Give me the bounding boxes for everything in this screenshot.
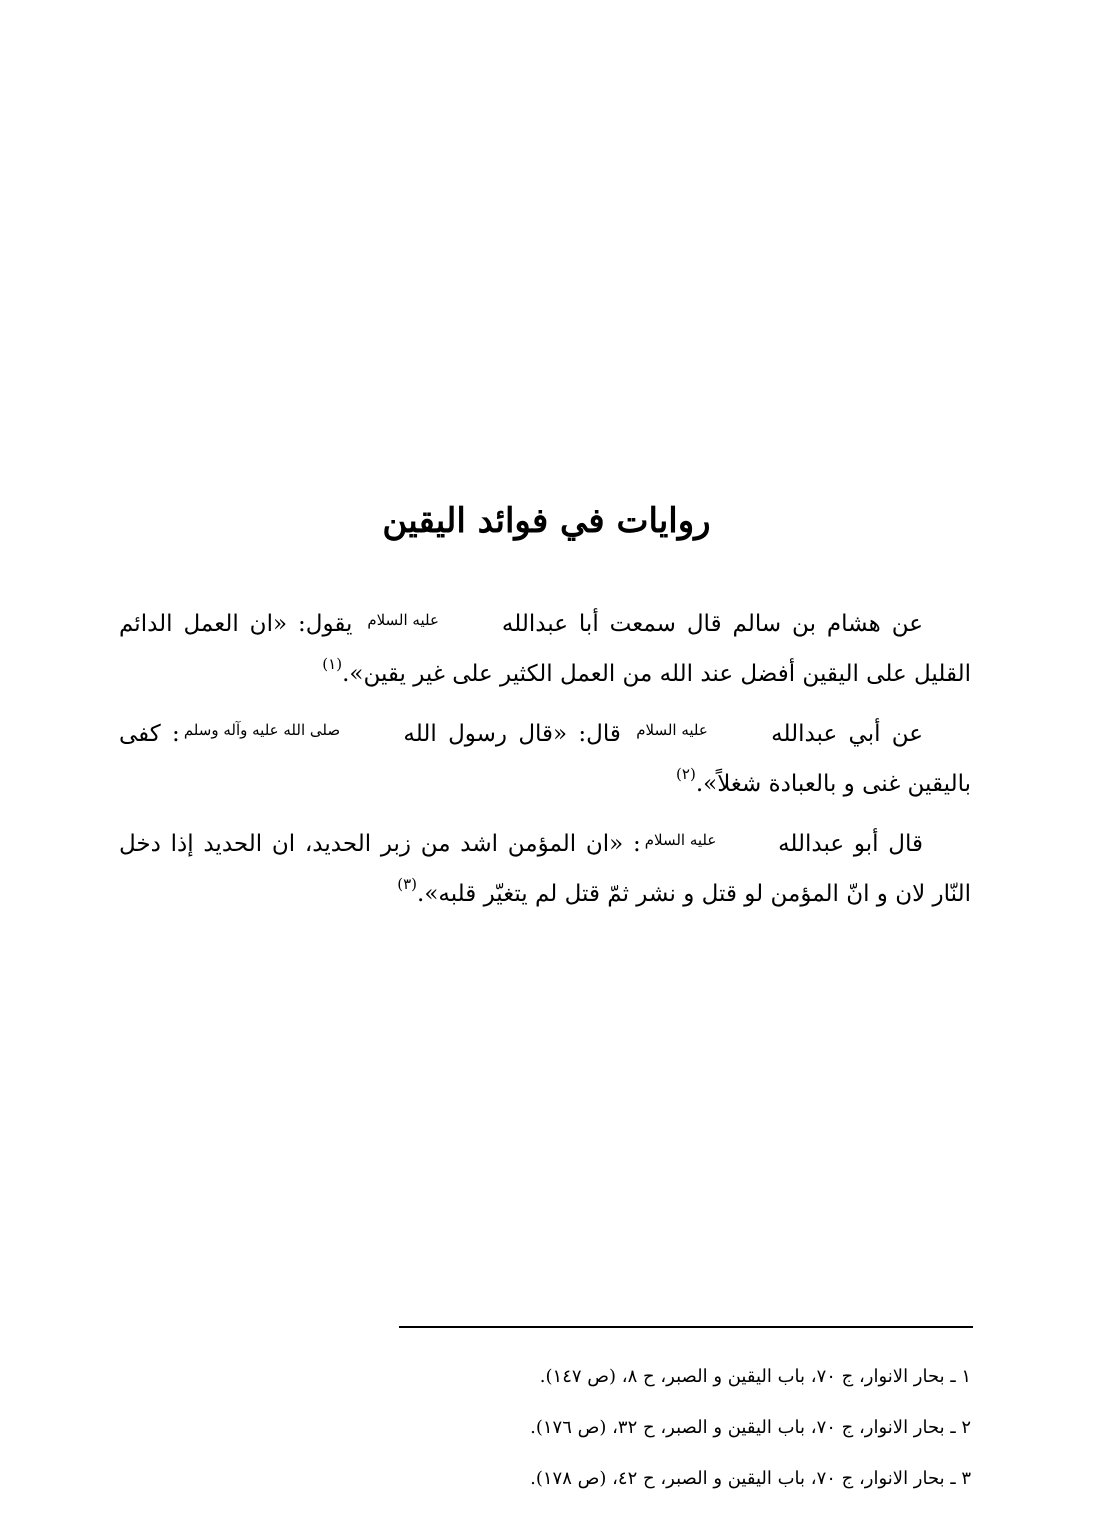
footnote-divider	[399, 1326, 973, 1328]
imam-honorific: عليه السلام	[644, 831, 717, 849]
hadith-2-text-c: : كفى باليقين غنى و بالعبادة شغلاً».	[119, 721, 971, 797]
body-text	[119, 595, 971, 925]
hadith-1-text-b: يقول: «ان العمل الدائم القليل على اليقين أفضل عند الله من العمل الكثير على غير يقين».	[119, 611, 971, 687]
footnote-ref-1[interactable]: (١)	[322, 655, 343, 673]
footnote-2: ٢ ـ بحار الانوار، ج ٧٠، باب اليقين و الصبر، ح ٣٢، (ص ١٧٦).	[530, 1417, 971, 1438]
prophet-honorific: صلى الله عليه وآله وسلم	[183, 721, 341, 739]
footnote-ref-2[interactable]: (٢)	[676, 765, 696, 783]
footnote-1: ١ ـ بحار الانوار، ج ٧٠، باب اليقين و الصبر، ح ٨، (ص ١٤٧).	[539, 1366, 971, 1387]
page-title: روايات في فوائد اليقين	[382, 500, 711, 541]
hadith-1-text-a: عن هشام بن سالم قال سمعت أبا عبدالله	[501, 611, 923, 637]
footnote-ref-3[interactable]: (٣)	[397, 875, 418, 893]
hadith-3-text-b: : «ان المؤمن اشد من زبر الحديد، ان الحديد إذا دخل النّار لان و انّ المؤمن لو قتل و نشر ثمّ قتل لم يتغيّر قلبه».	[119, 831, 971, 907]
hadith-paragraph-1	[119, 595, 971, 699]
imam-honorific: عليه السلام	[636, 721, 708, 739]
imam-honorific: عليه السلام	[367, 611, 439, 629]
footnotes	[397, 1351, 971, 1504]
hadith-3-text-a: قال أبو عبدالله	[778, 831, 923, 857]
hadith-paragraph-3	[119, 815, 971, 919]
hadith-paragraph-2	[119, 705, 971, 809]
hadith-2-text-a: عن أبي عبدالله	[771, 721, 924, 747]
hadith-2-text-b: قال: «قال رسول الله	[403, 721, 621, 747]
footnote-3: ٣ ـ بحار الانوار، ج ٧٠، باب اليقين و الصبر، ح ٤٢، (ص ١٧٨).	[530, 1468, 971, 1489]
